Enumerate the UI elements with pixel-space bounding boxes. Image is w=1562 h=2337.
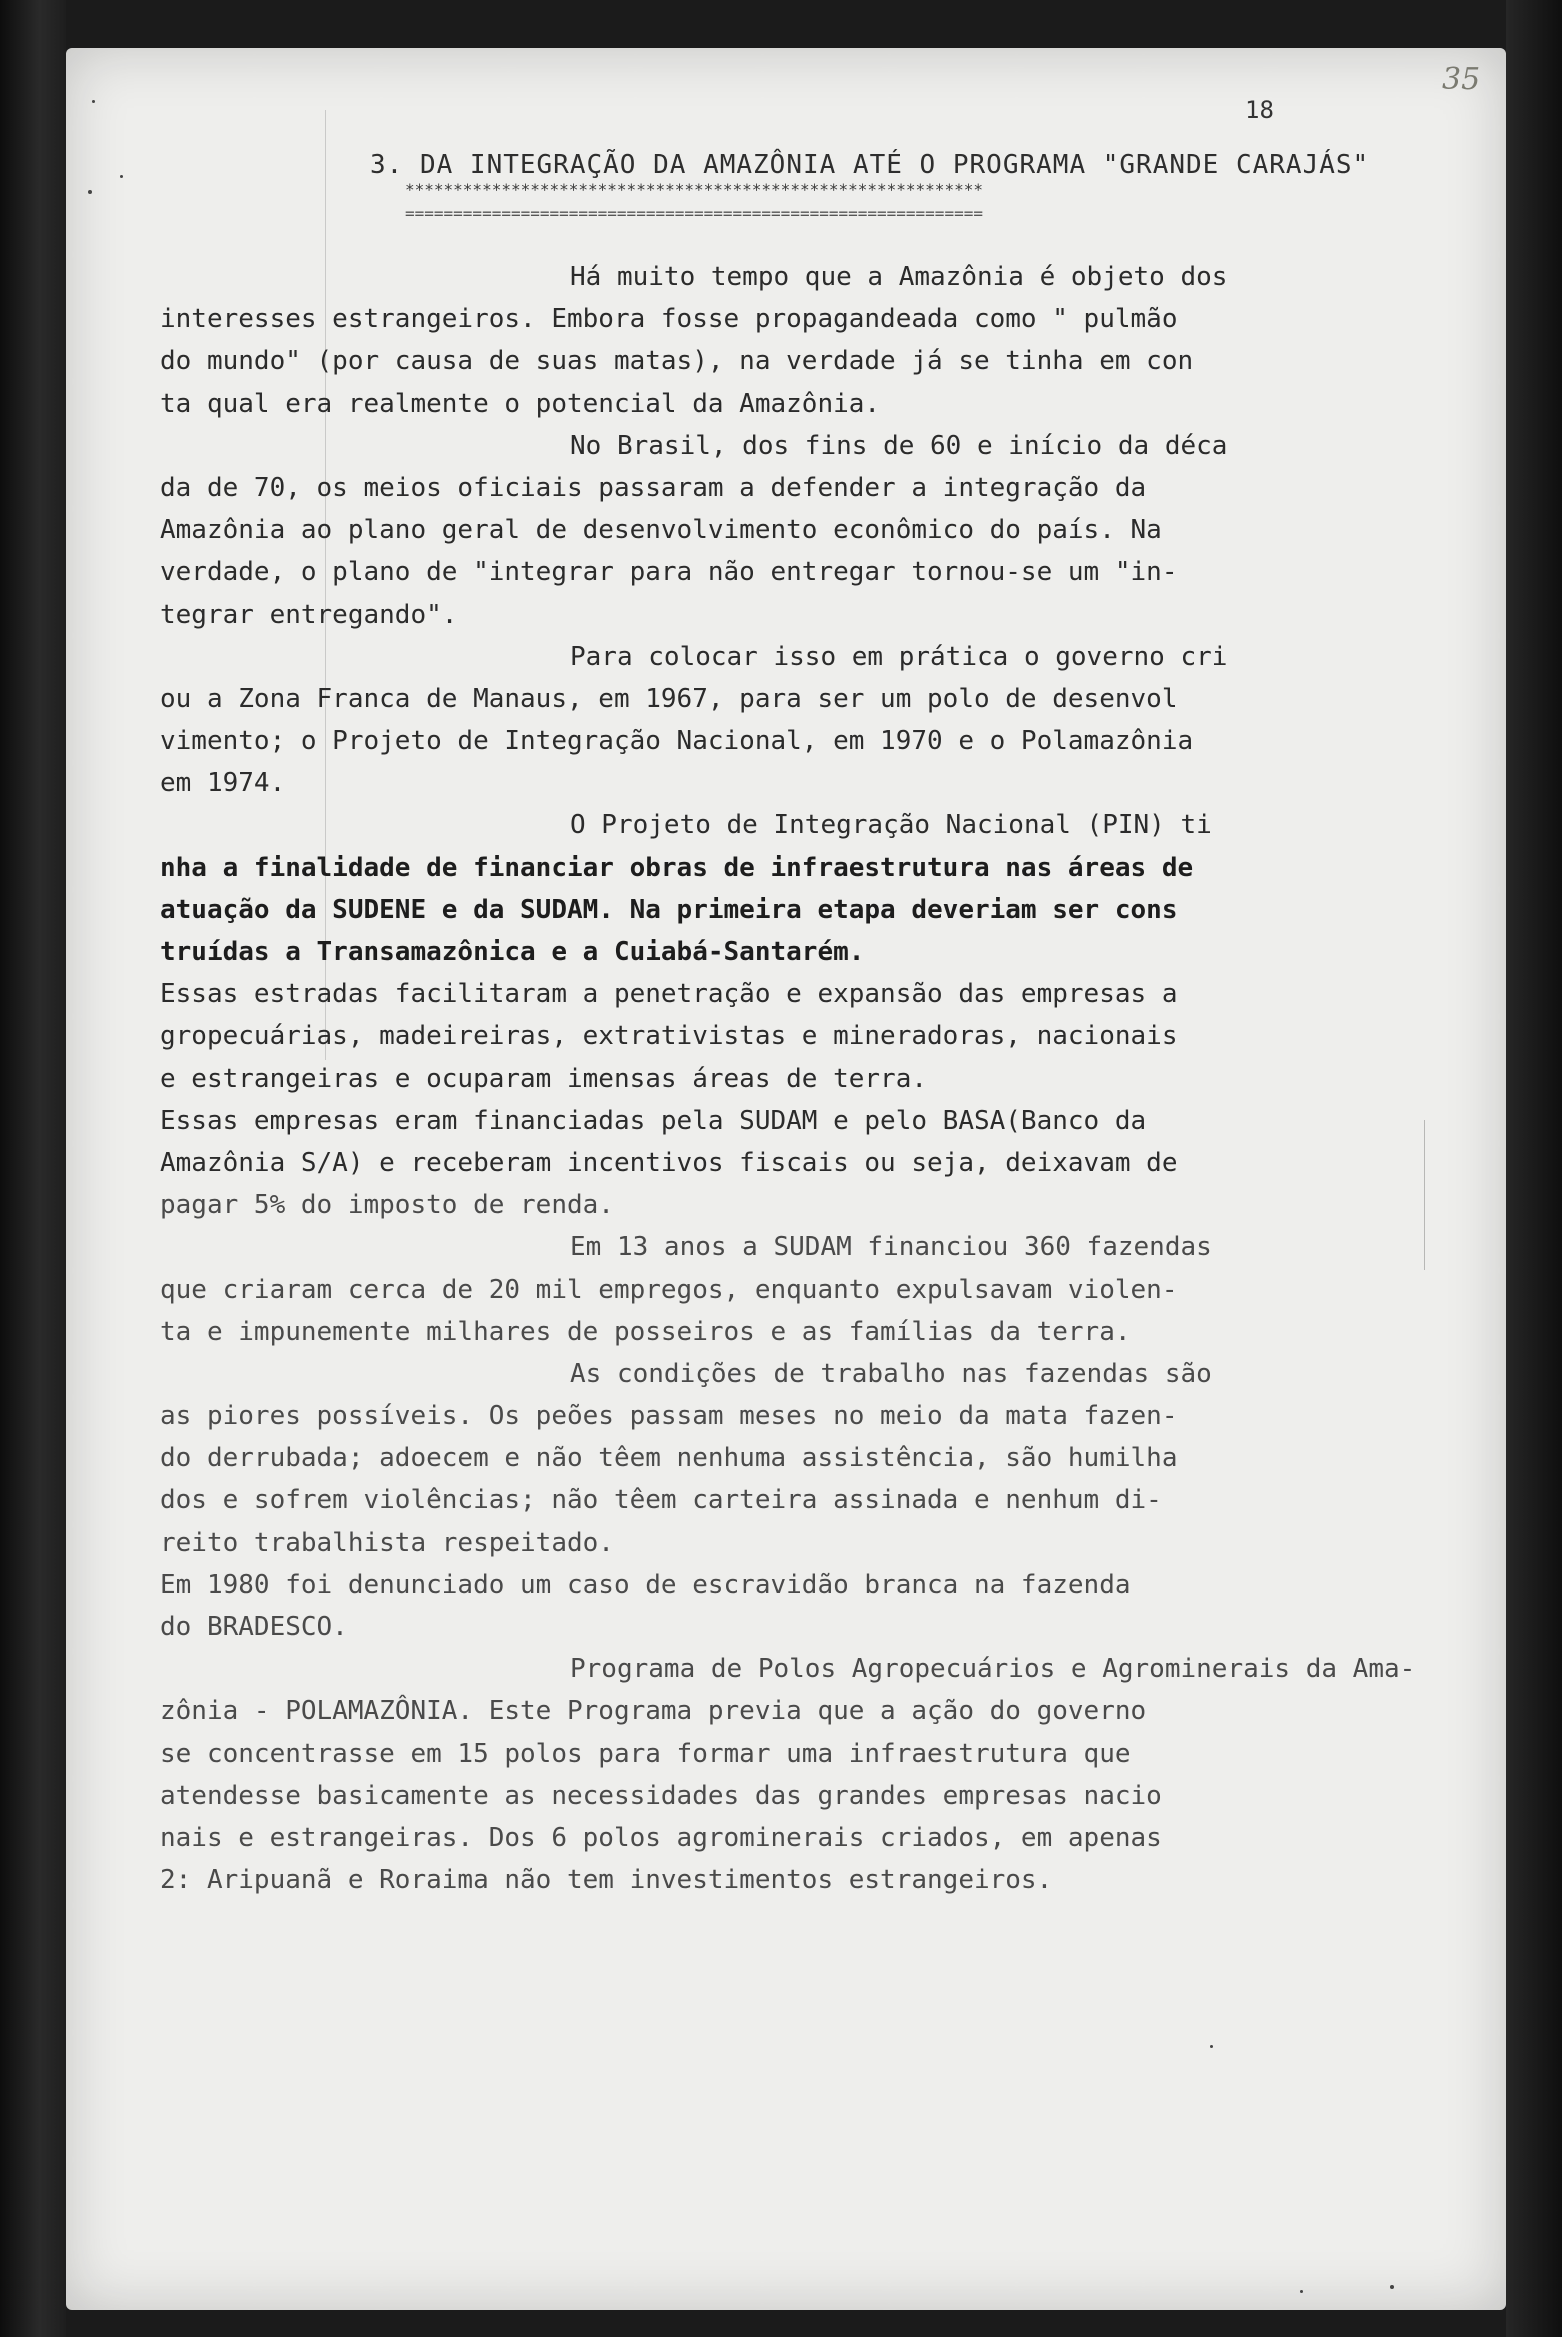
text-line: pagar 5% do imposto de renda. [160,1190,614,1221]
scan-speck [88,190,92,194]
text-line: nais e estrangeiras. Dos 6 polos agrominerais criados, em apenas [160,1822,1162,1853]
text-line: Programa de Polos Agropecuários e Agrominerais da Ama- [570,1654,1416,1685]
scan-speck [120,175,123,178]
text-line: vimento; o Projeto de Integração Nacional, em 1970 e o Polamazônia [160,726,1194,757]
text-line: em 1974. [160,768,286,799]
text-line: Há muito tempo que a Amazônia é objeto dos [570,262,1228,292]
text-line: zônia - POLAMAZÔNIA. Este Programa previa que a ação do governo [160,1696,1147,1727]
text-line: tegrar entregando". [160,599,458,630]
body-text [160,256,1416,1901]
text-line: Amazônia S/A) e receberam incentivos fiscais ou seja, deixavam de [160,1147,1178,1178]
scan-border-left [0,0,66,2337]
text-line: ou a Zona Franca de Manaus, em 1967, para ser um polo de desenvol [160,683,1178,714]
text-line: Para colocar isso em prática o governo cri [570,641,1228,672]
text-line: 2: Aripuanã e Roraima não tem investimentos estrangeiros. [160,1865,1053,1896]
text-line: do BRADESCO. [160,1612,348,1642]
text-line: gropecuárias, madeireiras, extrativistas e mineradoras, nacionais [160,1021,1178,1052]
scan-border-right [1506,0,1562,2337]
text-line: ta e impunemente milhares de posseiros e as famílias da terra. [160,1316,1131,1347]
text-line: Essas estradas facilitaram a penetração e expansão das empresas a [160,979,1178,1010]
handwritten-page-number: 35 [1442,62,1481,97]
text-line: Essas empresas eram financiadas pela SUDAM e pelo BASA(Banco da [160,1105,1147,1136]
text-line: As condições de trabalho nas fazendas são [570,1358,1212,1389]
text-line: e estrangeiras e ocuparam imensas áreas de terra. [160,1063,928,1094]
text-line: interesses estrangeiros. Embora fosse propagandeada como " pulmão [160,304,1178,335]
text-line: verdade, o plano de "integrar para não entregar tornou-se um "in- [160,557,1178,588]
scan-speck [1390,2285,1394,2289]
text-line: dos e sofrem violências; não têem carteira assinada e nenhum di- [160,1485,1162,1516]
text-line: nha a finalidade de financiar obras de infraestrutura nas áreas de [160,852,1194,883]
text-line: atendesse basicamente as necessidades das grandes empresas nacio [160,1780,1162,1811]
dash-rule: ============================================================ [405,204,983,223]
margin-mark [1424,1120,1425,1270]
text-line: Em 13 anos a SUDAM financiou 360 fazendas [570,1232,1212,1263]
text-line: reito trabalhista respeitado. [160,1527,614,1558]
text-line: se concentrasse em 15 polos para formar uma infraestrutura que [160,1738,1131,1769]
scan-speck [1210,2045,1213,2048]
text-line: No Brasil, dos fins de 60 e início da déca [570,430,1228,461]
text-line: truídas a Transamazônica e a Cuiabá-Santarém. [160,937,865,967]
star-rule: ************************************************************ [405,180,983,199]
text-line: atuação da SUDENE e da SUDAM. Na primeira etapa deveriam ser cons [160,894,1178,925]
text-line: Amazônia ao plano geral de desenvolvimento econômico do país. Na [160,515,1162,546]
text-line: que criaram cerca de 20 mil empregos, enquanto expulsavam violen- [160,1274,1178,1305]
text-line: ta qual era realmente o potencial da Amazônia. [160,388,881,419]
scan-speck [92,100,95,103]
text-line: do mundo" (por causa de suas matas), na verdade já se tinha em con [160,346,1194,377]
text-line: da de 70, os meios oficiais passaram a defender a integração da [160,472,1147,503]
text-line: do derrubada; adoecem e não têem nenhuma assistência, são humilha [160,1443,1178,1474]
scan-speck [1300,2290,1303,2293]
text-line: Em 1980 foi denunciado um caso de escravidão branca na fazenda [160,1569,1131,1600]
section-heading: 3. DA INTEGRAÇÃO DA AMAZÔNIA ATÉ O PROGRAMA "GRANDE CARAJÁS" [370,150,1370,180]
text-line: as piores possíveis. Os peões passam meses no meio da mata fazen- [160,1401,1178,1432]
text-line: O Projeto de Integração Nacional (PIN) ti [570,810,1212,841]
page-number: 18 [1245,96,1274,124]
